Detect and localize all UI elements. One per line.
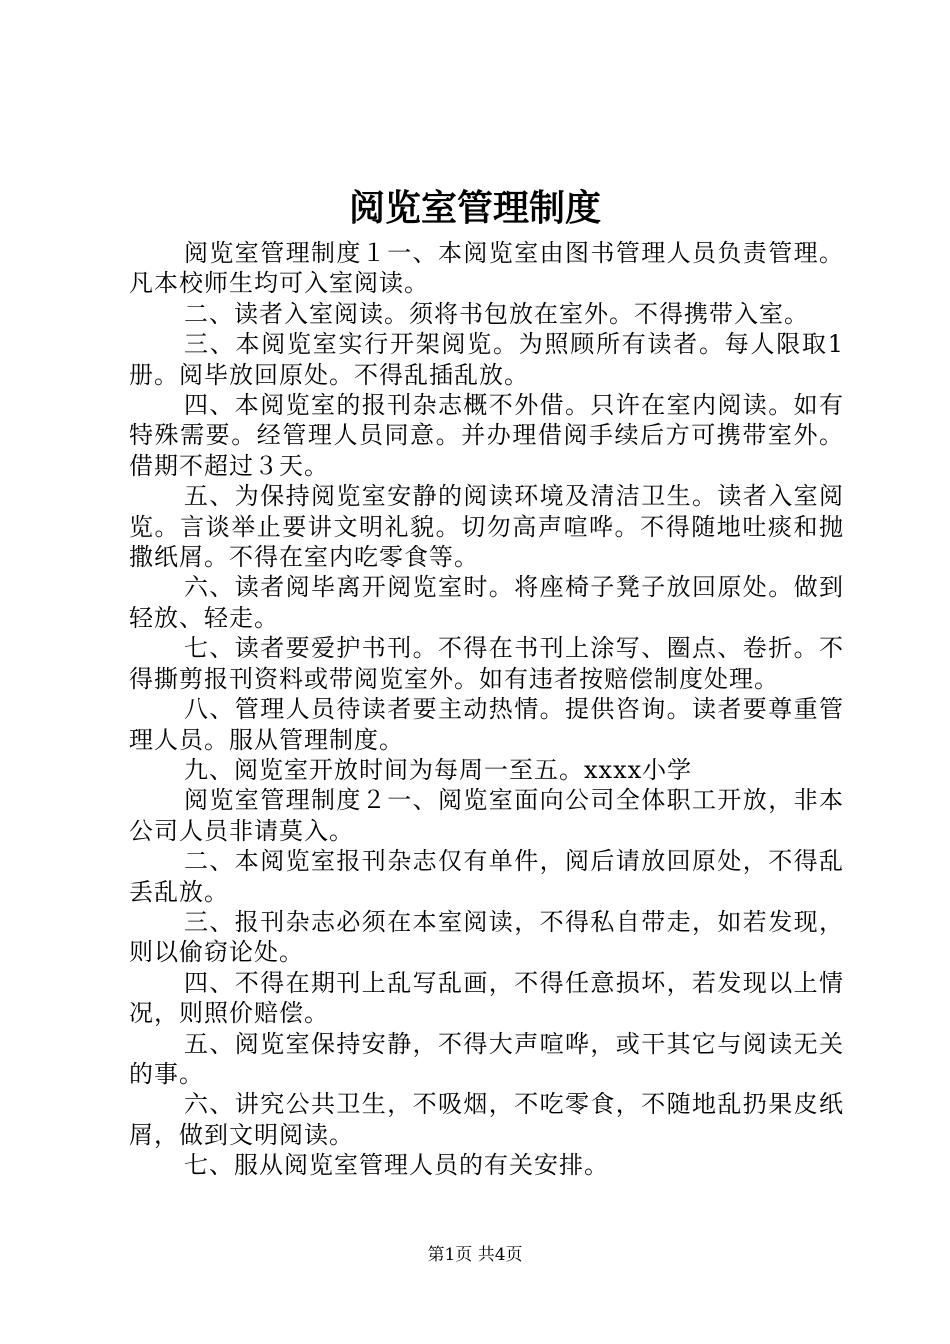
paragraph: 五、阅览室保持安静，不得大声喧哗，或干其它与阅读无关的事。: [129, 1029, 844, 1088]
document-body: [129, 238, 844, 1181]
page-number: 第1页 共4页: [427, 1245, 523, 1265]
paragraph: 七、读者要爱护书刊。不得在书刊上涂写、圈点、卷折。不得撕剪报刊资料或带阅览室外。如有违者按赔偿制度处理。: [129, 634, 844, 693]
paragraph: 四、本阅览室的报刊杂志概不外借。只许在室内阅读。如有特殊需要。经管理人员同意。并办理借阅手续后方可携带室外。借期不超过３天。: [129, 391, 844, 480]
paragraph: 三、本阅览室实行开架阅览。为照顾所有读者。每人限取1册。阅毕放回原处。不得乱插乱放。: [129, 330, 844, 389]
paragraph: 五、为保持阅览室安静的阅读环境及清洁卫生。读者入室阅览。言谈举止要讲文明礼貌。切勿高声喧哗。不得随地吐痰和抛撒纸屑。不得在室内吃零食等。: [129, 482, 844, 572]
paragraph: 六、讲究公共卫生，不吸烟，不吃零食，不随地乱扔果皮纸屑，做到文明阅读。: [129, 1090, 844, 1149]
paragraph: 七、服从阅览室管理人员的有关安排。: [184, 1151, 609, 1180]
paragraph: 二、读者入室阅读。须将书包放在室外。不得携带入室。: [184, 299, 809, 328]
paragraph: 四、不得在期刊上乱写乱画，不得任意损坏，若发现以上情况，则照价赔偿。: [129, 968, 844, 1028]
paragraph: 六、读者阅毕离开阅览室时。将座椅子凳子放回原处。做到轻放、轻走。: [129, 573, 844, 632]
paragraph: 三、报刊杂志必须在本室阅读，不得私自带走，如若发现，则以偷窃论处。: [129, 907, 844, 967]
document-title: 阅览室管理制度: [348, 187, 601, 229]
paragraph: 阅览室管理制度１一、本阅览室由图书管理人员负责管理。凡本校师生均可入室阅读。: [129, 239, 844, 298]
paragraph: 九、阅览室开放时间为每周一至五。xxxx小学: [184, 755, 693, 784]
paragraph: 二、本阅览室报刊杂志仅有单件，阅后请放回原处，不得乱丢乱放。: [129, 847, 844, 906]
paragraph: 阅览室管理制度２一、阅览室面向公司全体职工开放，非本公司人员非请莫入。: [129, 786, 844, 845]
paragraph: 八、管理人员待读者要主动热情。提供咨询。读者要尊重管理人员。服从管理制度。: [129, 695, 844, 754]
